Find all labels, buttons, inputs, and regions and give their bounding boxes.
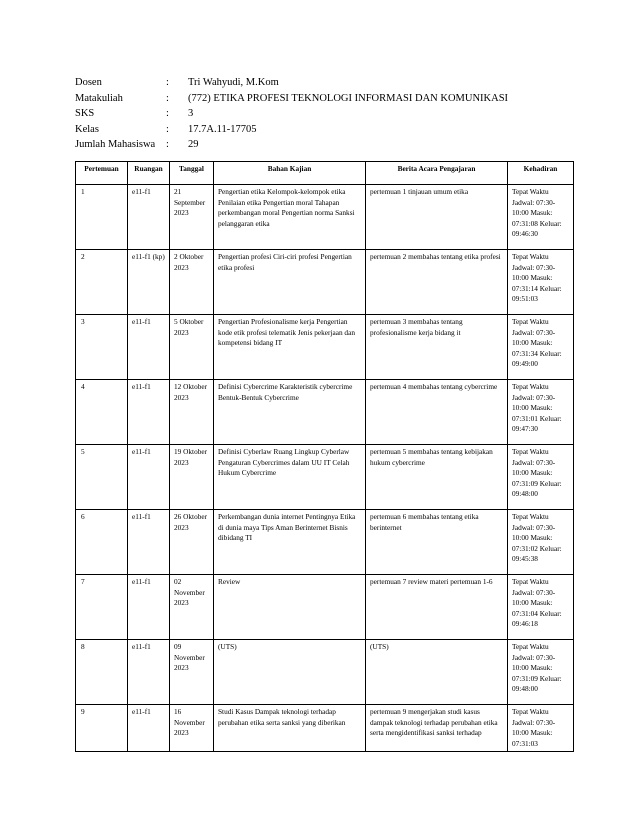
info-row-jumlah-mahasiswa	[75, 137, 508, 153]
cell-ruangan: e11-f1	[128, 380, 170, 445]
cell-tanggal: 19 Oktober 2023	[170, 445, 214, 510]
cell-tanggal: 26 Oktober 2023	[170, 510, 214, 575]
info-separator: :	[166, 77, 169, 88]
course-info	[75, 75, 508, 153]
cell-tanggal: 09 November 2023	[170, 640, 214, 705]
cell-berita-acara: pertemuan 4 membahas tentang cybercrime	[366, 380, 508, 445]
column-header-bahan-kajian: Bahan Kajian	[214, 162, 366, 185]
cell-tanggal: 5 Oktober 2023	[170, 315, 214, 380]
cell-tanggal: 2 Oktober 2023	[170, 250, 214, 315]
cell-bahan-kajian: Pengertian etika Kelompok-kelompok etika Penilaian etika Pengertian moral Tahapan perkembangan moral Pengertian norma Sanksi pelanggaran etika	[214, 185, 366, 250]
cell-pertemuan: 7	[76, 575, 128, 640]
table-row	[76, 640, 574, 705]
cell-pertemuan: 5	[76, 445, 128, 510]
cell-bahan-kajian: Perkembangan dunia internet Pentingnya Etika di dunia maya Tips Aman Berinternet Bisnis dibidang TI	[214, 510, 366, 575]
table-row	[76, 315, 574, 380]
info-label: SKS	[75, 108, 95, 119]
cell-pertemuan: 8	[76, 640, 128, 705]
column-header-tanggal: Tanggal	[170, 162, 214, 185]
cell-ruangan: e11-f1	[128, 185, 170, 250]
info-row-sks	[75, 106, 508, 122]
table-row	[76, 250, 574, 315]
info-row-matakuliah	[75, 91, 508, 107]
column-header-berita-acara: Berita Acara Pengajaran	[366, 162, 508, 185]
info-separator: :	[166, 92, 169, 104]
table-row	[76, 575, 574, 640]
info-label: Kelas	[75, 123, 99, 135]
cell-berita-acara: pertemuan 9 mengerjakan studi kasus dampak teknologi terhadap perubahan etika serta mengidentifikasi sanksi terhadap	[366, 705, 508, 752]
info-value: Tri Wahyudi, M.Kom	[188, 77, 279, 88]
info-label: Dosen	[75, 77, 102, 88]
cell-berita-acara: pertemuan 2 membahas tentang etika profesi	[366, 250, 508, 315]
cell-pertemuan: 6	[76, 510, 128, 575]
info-value: 29	[188, 139, 199, 150]
cell-ruangan: e11-f1	[128, 445, 170, 510]
column-header-pertemuan: Pertemuan	[76, 162, 128, 185]
cell-pertemuan: 2	[76, 250, 128, 315]
column-header-kehadiran: Kehadiran	[508, 162, 574, 185]
cell-kehadiran: Tepat Waktu Jadwal: 07:30-10:00 Masuk: 07:31:02 Keluar: 09:45:38	[508, 510, 574, 575]
info-separator: :	[166, 123, 169, 135]
cell-bahan-kajian: Studi Kasus Dampak teknologi terhadap perubahan etika serta sanksi yang diberikan	[214, 705, 366, 752]
column-header-ruangan: Ruangan	[128, 162, 170, 185]
cell-kehadiran: Tepat Waktu Jadwal: 07:30-10:00 Masuk: 07:31:34 Keluar: 09:49:00	[508, 315, 574, 380]
cell-bahan-kajian: Review	[214, 575, 366, 640]
info-value: 17.7A.11-17705	[188, 123, 257, 135]
cell-berita-acara: pertemuan 5 membahas tentang kebijakan hukum cybercrime	[366, 445, 508, 510]
cell-ruangan: e11-f1	[128, 315, 170, 380]
cell-tanggal: 12 Oktober 2023	[170, 380, 214, 445]
info-separator: :	[166, 139, 169, 150]
cell-ruangan: e11-f1	[128, 640, 170, 705]
cell-kehadiran: Tepat Waktu Jadwal: 07:30-10:00 Masuk: 07:31:09 Keluar: 09:48:00	[508, 445, 574, 510]
info-row-kelas	[75, 122, 508, 138]
cell-berita-acara: pertemuan 6 membahas tentang etika berinternet	[366, 510, 508, 575]
cell-ruangan: e11-f1	[128, 705, 170, 752]
cell-tanggal: 02 November 2023	[170, 575, 214, 640]
cell-pertemuan: 1	[76, 185, 128, 250]
cell-kehadiran: Tepat Waktu Jadwal: 07:30-10:00 Masuk: 07:31:01 Keluar: 09:47:30	[508, 380, 574, 445]
cell-bahan-kajian: (UTS)	[214, 640, 366, 705]
cell-kehadiran: Tepat Waktu Jadwal: 07:30-10:00 Masuk: 07:31:03	[508, 705, 574, 752]
cell-berita-acara: pertemuan 7 review materi pertemuan 1-6	[366, 575, 508, 640]
info-label: Matakuliah	[75, 92, 123, 104]
cell-kehadiran: Tepat Waktu Jadwal: 07:30-10:00 Masuk: 07:31:14 Keluar: 09:51:03	[508, 250, 574, 315]
info-row-dosen	[75, 75, 508, 91]
info-value: 3	[188, 108, 194, 119]
cell-pertemuan: 9	[76, 705, 128, 752]
cell-tanggal: 21 September 2023	[170, 185, 214, 250]
cell-kehadiran: Tepat Waktu Jadwal: 07:30-10:00 Masuk: 07:31:08 Keluar: 09:46:30	[508, 185, 574, 250]
table-row	[76, 705, 574, 752]
table-row	[76, 380, 574, 445]
info-label: Jumlah Mahasiswa	[75, 139, 156, 150]
cell-bahan-kajian: Definisi Cyberlaw Ruang Lingkup Cyberlaw Pengaturan Cybercrimes dalam UU IT Celah Hukum Cybercrime	[214, 445, 366, 510]
cell-pertemuan: 4	[76, 380, 128, 445]
cell-tanggal: 16 November 2023	[170, 705, 214, 752]
cell-berita-acara: pertemuan 3 membahas tentang profesionalisme kerja bidang it	[366, 315, 508, 380]
table-row	[76, 445, 574, 510]
cell-kehadiran: Tepat Waktu Jadwal: 07:30-10:00 Masuk: 07:31:04 Keluar: 09:46:18	[508, 575, 574, 640]
cell-berita-acara: (UTS)	[366, 640, 508, 705]
cell-ruangan: e11-f1 (kp)	[128, 250, 170, 315]
cell-berita-acara: pertemuan 1 tinjauan umum etika	[366, 185, 508, 250]
table-row	[76, 510, 574, 575]
table-row	[76, 185, 574, 250]
info-separator: :	[166, 108, 169, 119]
cell-ruangan: e11-f1	[128, 510, 170, 575]
cell-ruangan: e11-f1	[128, 575, 170, 640]
cell-bahan-kajian: Pengertian profesi Ciri-ciri profesi Pengertian etika profesi	[214, 250, 366, 315]
cell-pertemuan: 3	[76, 315, 128, 380]
cell-bahan-kajian: Definisi Cybercrime Karakteristik cybercrime Bentuk-Bentuk Cybercrime	[214, 380, 366, 445]
cell-bahan-kajian: Pengertian Profesionalisme kerja Pengertian kode etik profesi telematik Jenis pekerjaan dan kompetensi bidang IT	[214, 315, 366, 380]
info-value: (772) ETIKA PROFESI TEKNOLOGI INFORMASI DAN KOMUNIKASI	[188, 92, 509, 104]
cell-kehadiran: Tepat Waktu Jadwal: 07:30-10:00 Masuk: 07:31:09 Keluar: 09:48:00	[508, 640, 574, 705]
attendance-table	[75, 161, 574, 752]
table-header-row	[76, 162, 574, 185]
